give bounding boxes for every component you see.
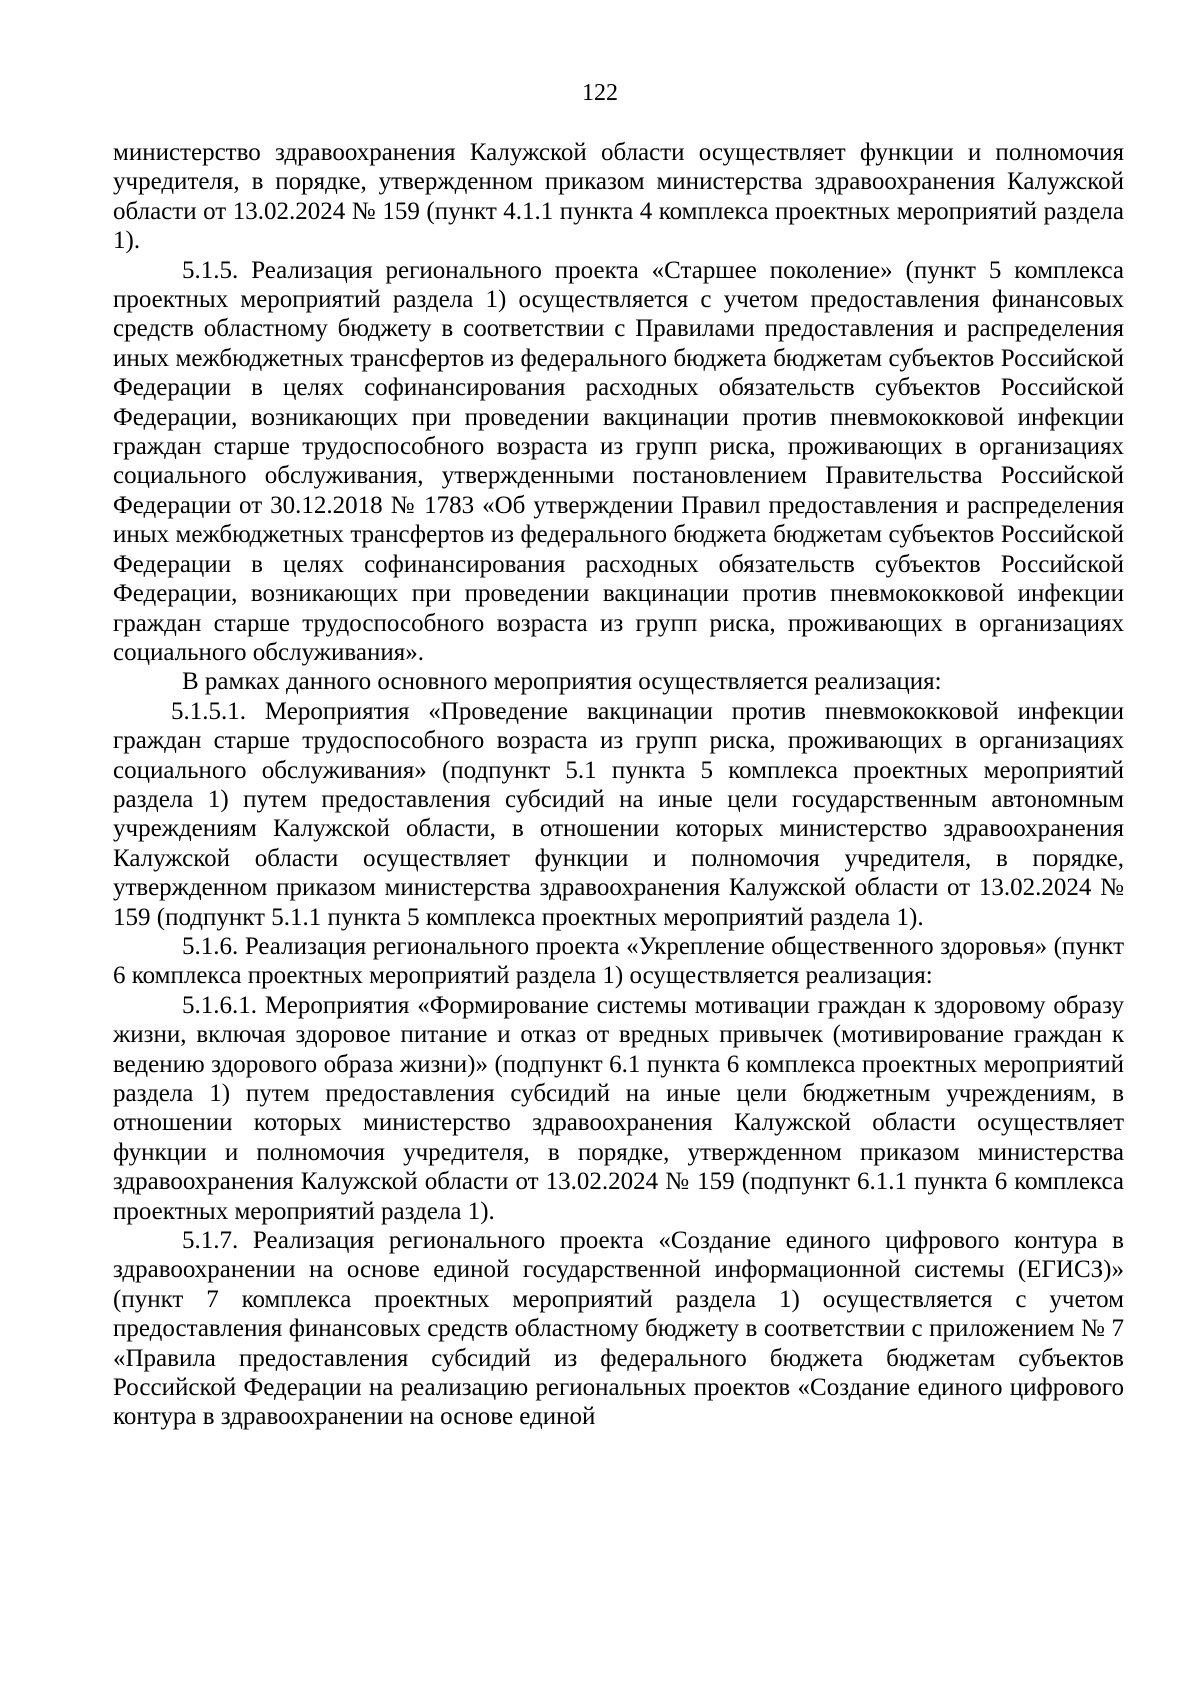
paragraph-5-1-6: 5.1.6. Реализация регионального проекта «Укрепление общественного здоровья» (пункт 6 комплекса проектных мероприятий раздела 1) осуществляется реализация:: [113, 932, 1124, 990]
paragraph-5-1-7: 5.1.7. Реализация регионального проекта «Создание единого цифрового контура в здравоохранении на основе единой государственной информационной системы (ЕГИСЗ)» (пункт 7 комплекса проектных мероприятий раздела 1) осуществляется с учетом предоставления финансовых средств областному бюджету в соответствии с приложением № 7 «Правила предоставления субсидий из федерального бюджета бюджетам субъектов Российской Федерации на реализацию региональных проектов «Создание единого цифрового контура в здравоохранении на основе единой: [113, 1227, 1124, 1431]
paragraph-5-1-6-1: 5.1.6.1. Мероприятия «Формирование системы мотивации граждан к здоровому образу жизни, включая здоровое питание и отказ от вредных привычек (мотивирование граждан к ведению здорового образа жизни)» (подпункт 6.1 пункта 6 комплекса проектных мероприятий раздела 1) путем предоставления субсидий на иные цели бюджетным учреждениям, в отношении которых министерство здравоохранения Калужской области осуществляет функции и полномочия учредителя, в порядке, утвержденном приказом министерства здравоохранения Калужской области от 13.02.2024 № 159 (подпункт 6.1.1 пункта 6 комплекса проектных мероприятий раздела 1).: [113, 991, 1124, 1225]
page-number: 122: [582, 80, 618, 106]
paragraph-5-1-5-1: 5.1.5.1. Мероприятия «Проведение вакцинации против пневмококковой инфекции граждан старше трудоспособного возраста из групп риска, проживающих в организациях социального обслуживания» (подпункт 5.1 пункта 5 комплекса проектных мероприятий раздела 1) путем предоставления субсидий на иные цели государственным автономным учреждениям Калужской области, в отношении которых министерство здравоохранения Калужской области осуществляет функции и полномочия учредителя, в порядке, утвержденном приказом министерства здравоохранения Калужской области от 13.02.2024 № 159 (подпункт 5.1.1 пункта 5 комплекса проектных мероприятий раздела 1).: [113, 697, 1124, 931]
document-body: [113, 138, 1124, 1432]
paragraph-5-1-5: 5.1.5. Реализация регионального проекта «Старшее поколение» (пункт 5 комплекса проектных мероприятий раздела 1) осуществляется с учетом предоставления финансовых средств областному бюджету в соответствии с Правилами предоставления и распределения иных межбюджетных трансфертов из федерального бюджета бюджетам субъектов Российской Федерации в целях софинансирования расходных обязательств субъектов Российской Федерации, возникающих при проведении вакцинации против пневмококковой инфекции граждан старше трудоспособного возраста из групп риска, проживающих в организациях социального обслуживания, утвержденными постановлением Правительства Российской Федерации от 30.12.2018 № 1783 «Об утверждении Правил предоставления и распределения иных межбюджетных трансфертов из федерального бюджета бюджетам субъектов Российской Федерации в целях софинансирования расходных обязательств субъектов Российской Федерации, возникающих при проведении вакцинации против пневмококковой инфекции граждан старше трудоспособного возраста из групп риска, проживающих в организациях социального обслуживания».: [113, 256, 1124, 666]
paragraph-implementation-intro: В рамках данного основного мероприятия осуществляется реализация:: [182, 668, 942, 696]
paragraph-continuation: министерство здравоохранения Калужской области осуществляет функции и полномочия учредителя, в порядке, утвержденном приказом министерства здравоохранения Калужской области от 13.02.2024 № 159 (пункт 4.1.1 пункта 4 комплекса проектных мероприятий раздела 1).: [113, 139, 1124, 255]
